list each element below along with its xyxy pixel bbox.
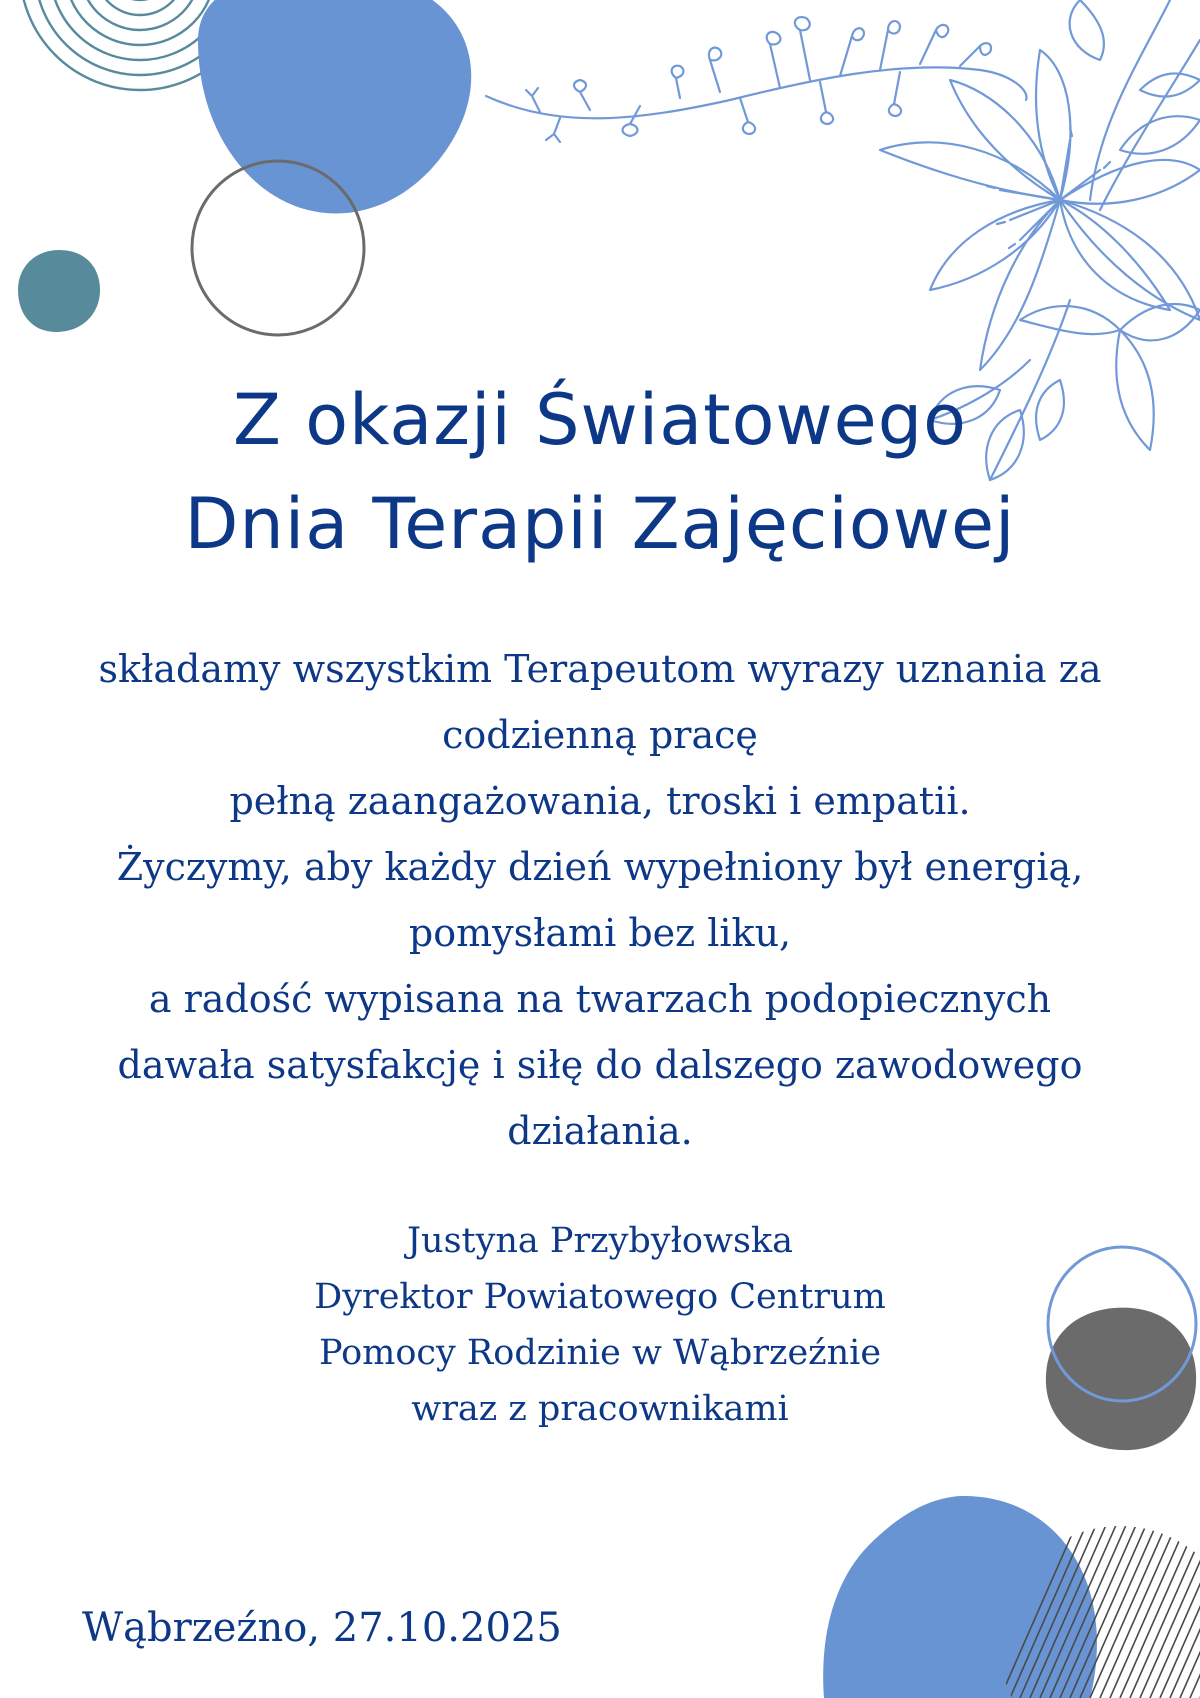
greeting-line: działania. bbox=[507, 1109, 693, 1153]
signature-role: Pomocy Rodzinie w Wąbrzeźnie bbox=[318, 1333, 882, 1373]
hatched-circle-icon bbox=[1000, 1516, 1200, 1698]
blue-ring-icon bbox=[1044, 1244, 1200, 1404]
gray-ring-icon bbox=[188, 158, 368, 338]
signature-team: wraz z pracownikami bbox=[411, 1389, 789, 1429]
place-date: Wąbrzeźno, 27.10.2025 bbox=[82, 1605, 562, 1651]
greeting-line: dawała satysfakcję i siłę do dalszego zawodowego bbox=[117, 1043, 1083, 1087]
greeting-line: pomysłami bez liku, bbox=[408, 911, 792, 955]
greeting-line: składamy wszystkim Terapeutom wyrazy uznania za bbox=[98, 647, 1102, 691]
greeting-line: codzienną pracę bbox=[442, 713, 758, 757]
title-line-1: Z okazji Światowego bbox=[232, 379, 967, 461]
greeting-line: Życzymy, aby każdy dzień wypełniony był energią, bbox=[116, 845, 1084, 889]
card-title bbox=[0, 368, 1200, 576]
title-line-2: Dnia Terapii Zajęciowej bbox=[184, 483, 1016, 565]
signature-block bbox=[0, 1213, 1200, 1437]
signature-name: Justyna Przybyłowska bbox=[407, 1221, 793, 1261]
greeting-text bbox=[80, 636, 1120, 1164]
signature-role: Dyrektor Powiatowego Centrum bbox=[314, 1277, 886, 1317]
teal-dot-icon bbox=[16, 248, 102, 334]
greeting-line: a radość wypisana na twarzach podopiecznych bbox=[148, 977, 1052, 1021]
greeting-line: pełną zaangażowania, troski i empatii. bbox=[229, 779, 971, 823]
